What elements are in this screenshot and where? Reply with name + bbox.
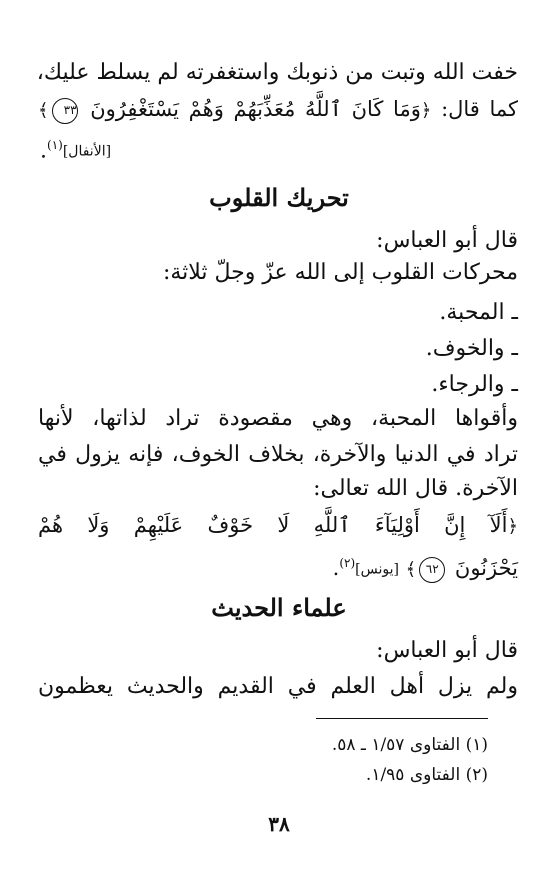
verse-number-ornament-2: ٦٢ (419, 557, 445, 583)
list-item-love: ـ المحبة. (439, 300, 518, 325)
text-line-motivators: محركات القلوب إلى الله عزّ وجلّ ثلاثة: (162, 260, 518, 285)
section-title-hadith-scholars: علماء الحديث (211, 593, 347, 622)
period-2: . (332, 556, 340, 580)
period: . (40, 138, 47, 164)
text-line-1: خفت الله وتبت من ذنوبك واستغفرته لم يسلط عليك، (36, 60, 518, 85)
text-line-scholars: ولم يزل أهل العلم في القديم والحديث يعظمون (38, 674, 518, 699)
footnote-2-text: الفتاوى ١/٩٥. (365, 765, 461, 785)
footnote-2-mark: (٢) (465, 765, 488, 785)
footnote-1 (332, 732, 488, 758)
page-number: ٣٨ (268, 812, 290, 836)
anfal-verse: وَمَا كَانَ ٱللَّهُ مُعَذِّبَهُمْ وَهُمْ يَسْتَغْفِرُونَ (90, 97, 421, 121)
section-title-tahrik: تحريك القلوب (209, 183, 349, 212)
quran-bracket-close-2: ﴾ (405, 559, 417, 580)
speaker-line-2: قال أبو العباس: (376, 638, 518, 663)
source-anfal: [الأنفال] (62, 143, 112, 160)
list-item-hope: ـ والرجاء. (431, 372, 518, 397)
yunus-verse-line-2 (38, 546, 518, 587)
verse-number-ornament: ٣٣ (52, 98, 78, 124)
speaker-line: قال أبو العباس: (376, 228, 518, 253)
yunus-verse-part2: يَحْزَنُونَ (454, 556, 518, 580)
yunus-verse-part1: أَلَآ إِنَّ أَوْلِيَآءَ ٱللَّهِ لَا خَوْفٌ عَلَيْهِمْ وَلَا هُمْ (38, 513, 508, 537)
quran-bracket-open: ﴿ (420, 100, 432, 121)
footnote-1-text: الفتاوى ١/٥٧ ـ ٥٨. (331, 735, 461, 755)
footnote-2 (366, 762, 488, 788)
list-item-fear: ـ والخوف. (425, 336, 518, 361)
footnote-mark-2: (٢) (339, 556, 356, 570)
footnote-divider (316, 718, 488, 719)
para-line-1: وأقواها المحبة، وهي مقصودة تراد لذاتها، لأنها (38, 406, 518, 431)
quran-bracket-close: ﴾ (38, 100, 49, 121)
footnote-1-mark: (١) (465, 735, 488, 755)
para-line-2: تراد في الدنيا والآخرة، بخلاف الخوف، فإنه يزول في (38, 442, 518, 467)
footnote-mark-1: (١) (47, 138, 63, 152)
yunus-verse-line-1 (38, 508, 518, 544)
para-line-3: الآخرة. قال الله تعالى: (313, 476, 518, 501)
quran-bracket-open-2: ﴿ (507, 516, 518, 537)
anfal-reference (40, 128, 111, 168)
kama-qala: كما قال: (441, 97, 519, 121)
source-yunus: [يونس] (355, 561, 399, 578)
text-line-2 (38, 92, 518, 128)
